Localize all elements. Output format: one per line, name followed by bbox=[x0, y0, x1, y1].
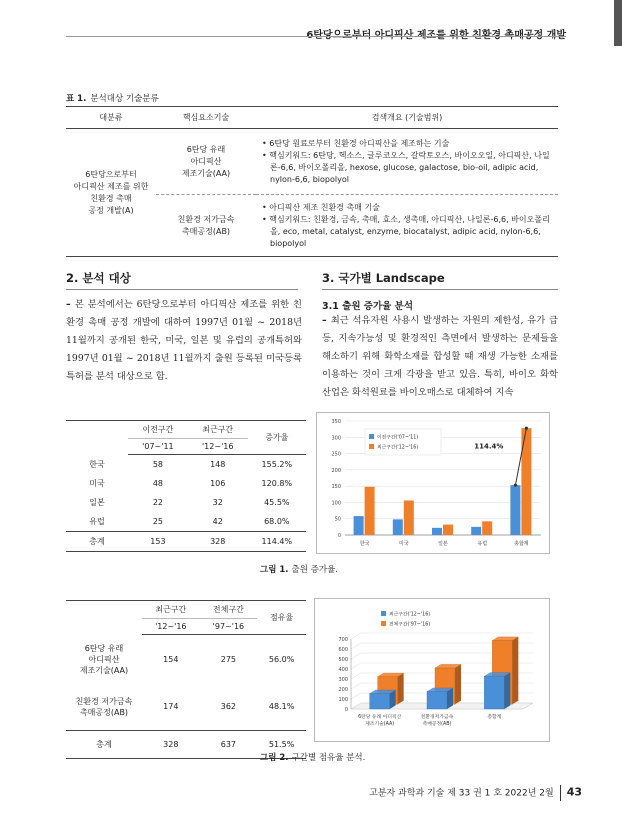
table3-row-label-line: 아디픽산 bbox=[88, 654, 120, 664]
bar-side bbox=[455, 664, 461, 704]
header-tab bbox=[614, 0, 622, 46]
bar bbox=[432, 528, 442, 535]
table3-row-label-line: 친환경 저가금속 bbox=[75, 696, 133, 706]
bar bbox=[404, 500, 414, 535]
table2-col1-range: '07~'11 bbox=[128, 439, 188, 455]
table1-desc-cell bbox=[256, 129, 558, 195]
table2-total-cell: 328 bbox=[188, 531, 248, 551]
bar bbox=[370, 694, 390, 709]
table1-core-line: 제조기술(AA) bbox=[181, 168, 231, 178]
section3-rule bbox=[322, 289, 558, 290]
chart1 bbox=[316, 412, 550, 554]
bar bbox=[365, 487, 375, 535]
y-tick-label: 500 bbox=[338, 657, 348, 663]
table2-col3: 증가율 bbox=[248, 421, 306, 455]
table2-row-label: 미국 bbox=[89, 478, 105, 488]
table2-row bbox=[66, 455, 306, 474]
table3-col2-range: '97~'16 bbox=[200, 619, 258, 635]
table1-caption-text: 분석대상 기술분류 bbox=[90, 94, 159, 104]
figure2-text: 구간별 점유율 분석. bbox=[291, 753, 366, 763]
table1-caption bbox=[66, 92, 159, 104]
table1-header: 대분류 bbox=[66, 107, 156, 129]
table2-row-label: 유럽 bbox=[89, 516, 105, 526]
table3-total-cell: 637 bbox=[200, 730, 258, 758]
section3-title: 3. 국가별 Landscape bbox=[322, 271, 445, 285]
y-tick-label: 700 bbox=[338, 637, 348, 643]
bar bbox=[482, 521, 492, 535]
section3-text: 최근 석유자원 사용시 발생하는 자원의 제한성, 유가 급등, 지속가능성 및 환경적인 측면에서 발생하는 문제들을 해소하기 위해 화학소재를 합성할 때 재생 가능한 소재를 이용하는 것이 크게 각광을 받고 있음. 특히, 바이오 화학산업은 화석원료를 바이오매스로 대체하여 지속 bbox=[322, 315, 558, 398]
table1-desc-line: • 핵심키워드: 친환경, 금속, 촉매, 효소, 생촉매, 아디픽산, 나일론-6,6, 바이오폴리올, eco, metal, catalyst, enzyme, biocatalyst, adipic acid, nylon-6,6, biopolyol bbox=[262, 214, 550, 248]
table2-total-row bbox=[66, 531, 306, 551]
table2-row bbox=[66, 493, 306, 512]
bullet-dash: – bbox=[322, 315, 331, 326]
y-tick-label: 400 bbox=[338, 667, 348, 673]
y-tick-label: 200 bbox=[338, 687, 348, 693]
table2-cell: 22 bbox=[152, 497, 163, 507]
table1-core-line: 아디픽산 bbox=[190, 156, 222, 166]
bar bbox=[393, 519, 403, 535]
legend-swatch bbox=[381, 611, 386, 616]
table1-major-line: 공정 개발(A) bbox=[88, 205, 134, 215]
chart1-svg bbox=[317, 413, 549, 553]
table3-total-label: 총계 bbox=[66, 730, 142, 758]
table2-row bbox=[66, 474, 306, 493]
table1-core-line: 친환경 저가금속 bbox=[177, 214, 235, 224]
running-header-title bbox=[306, 26, 566, 41]
table2-cell: 68.0% bbox=[264, 516, 290, 526]
x-tick-label: 한국 bbox=[359, 541, 370, 547]
table3-total-cell: 51.5% bbox=[257, 730, 306, 758]
table2 bbox=[66, 420, 306, 552]
page-footer bbox=[369, 785, 582, 801]
footer-separator bbox=[560, 785, 561, 801]
bar bbox=[443, 525, 453, 535]
figure1-caption bbox=[260, 563, 338, 575]
section3-paragraph bbox=[322, 312, 558, 402]
figure2-caption bbox=[260, 751, 365, 763]
table2-cell: 42 bbox=[212, 516, 223, 526]
y-tick-label: 100 bbox=[331, 500, 341, 507]
x-tick-label: 미국 bbox=[398, 541, 409, 547]
figure1-text: 출원 증가율. bbox=[291, 565, 338, 575]
table2-col1: 이전구간 bbox=[128, 421, 188, 439]
chart2 bbox=[314, 598, 550, 742]
y-tick-label: 150 bbox=[331, 484, 341, 491]
x-tick-label: 일본 bbox=[438, 541, 448, 547]
table3-row bbox=[66, 635, 306, 684]
x-tick-label: 총합계 bbox=[514, 541, 529, 547]
table2-cell: 32 bbox=[212, 497, 223, 507]
table1-core-line: 촉매공정(AB) bbox=[181, 226, 231, 236]
y-tick-label: 600 bbox=[338, 647, 348, 653]
table1-core-cell bbox=[156, 195, 256, 257]
legend-label: 이전구간('07~'11) bbox=[377, 435, 419, 441]
table2-cell: 148 bbox=[210, 459, 226, 469]
table2-total-cell: 114.4% bbox=[248, 531, 306, 551]
table1-major-line: 친환경 촉매 bbox=[90, 193, 132, 203]
table1-desc-line: • 아디픽산 제조 친환경 촉매 기술 bbox=[262, 202, 380, 212]
legend-box bbox=[365, 429, 441, 455]
bar bbox=[510, 485, 520, 535]
table2-cell: 120.8% bbox=[261, 478, 293, 488]
bar-side bbox=[504, 673, 510, 709]
y-tick-label: 300 bbox=[338, 677, 348, 683]
x-tick-label: 제조기술(AA) bbox=[365, 722, 395, 727]
page-number: 43 bbox=[566, 785, 582, 799]
bar-side bbox=[512, 637, 518, 704]
table1-major-line: 아디픽산 제조를 위한 bbox=[73, 181, 149, 191]
table2-corner bbox=[66, 421, 128, 455]
growth-point bbox=[514, 484, 517, 487]
table1-caption-label: 표 1. bbox=[66, 94, 87, 104]
y-tick-label: 200 bbox=[331, 467, 341, 474]
table1-desc-line: • 핵심키워드: 6탄당, 헥소스, 글루코오스, 갈락토오스, 바이오오일, 아디픽산, 나일론-6,6, 바이오폴리올, hexose, glucose, galactose, bio-oil, adipic acid, nylon-6,6, biopolyol bbox=[262, 150, 550, 184]
table2-row-label: 한국 bbox=[89, 459, 105, 469]
table2-cell: 45.5% bbox=[264, 497, 290, 507]
table3-col1-range: '12~'16 bbox=[142, 619, 200, 635]
table3-corner bbox=[66, 601, 142, 635]
legend-label: 최근구간('12~'16) bbox=[389, 612, 431, 618]
bullet-dash: – bbox=[66, 299, 75, 310]
table2-cell: 58 bbox=[152, 459, 163, 469]
legend-label: 최근구간('12~'16) bbox=[377, 445, 419, 451]
table1 bbox=[66, 106, 558, 257]
table3-row-label-line: 제조기술(AA) bbox=[79, 665, 129, 675]
x-tick-label: 6탄당 유래 아디픽산 bbox=[358, 715, 402, 720]
bar bbox=[354, 516, 364, 535]
table1-header: 핵심요소기술 bbox=[156, 107, 256, 129]
table2-row bbox=[66, 512, 306, 532]
table3-row-label bbox=[66, 684, 142, 731]
y-tick-label: 250 bbox=[331, 451, 341, 458]
table1-core-cell bbox=[156, 129, 256, 195]
table3-cell: 48.1% bbox=[268, 702, 295, 711]
x-tick-label: 총합계 bbox=[487, 715, 502, 720]
figure1-label: 그림 1. bbox=[260, 565, 289, 575]
y-tick-label: 50 bbox=[334, 516, 341, 523]
bar bbox=[484, 676, 504, 709]
table3-row bbox=[66, 684, 306, 731]
table2-cell: 106 bbox=[210, 478, 226, 488]
chart2-svg bbox=[315, 599, 549, 741]
table3-cell: 154 bbox=[163, 654, 179, 664]
table2-total-label: 총계 bbox=[66, 531, 128, 551]
table3-row-label bbox=[66, 635, 142, 684]
table3-row-label-line: 6탄당 유래 bbox=[84, 643, 124, 653]
footer-journal: 고분자 과학과 기술 제 33 권 1 호 2022년 2월 bbox=[369, 788, 554, 799]
table2-cell: 155.2% bbox=[261, 459, 293, 469]
bar bbox=[471, 527, 481, 535]
table1-header: 검색개요 (기술범위) bbox=[256, 107, 558, 129]
table2-cell: 25 bbox=[152, 516, 163, 526]
legend-label: 전체구간('97~'16) bbox=[389, 622, 431, 628]
table2-total-cell: 153 bbox=[128, 531, 188, 551]
running-header bbox=[0, 0, 622, 58]
y-tick-label: 0 bbox=[344, 707, 348, 713]
table3-cell: 174 bbox=[163, 702, 179, 711]
section3-subtitle: 3.1 출원 증가율 분석 bbox=[322, 301, 413, 312]
y-tick-label: 0 bbox=[337, 533, 341, 539]
table3-col3: 점유율 bbox=[257, 601, 306, 635]
section2-title: 2. 분석 대상 bbox=[66, 271, 131, 285]
x-tick-label: 친환경저가금속 bbox=[420, 715, 454, 720]
bar-side bbox=[447, 688, 453, 709]
bar bbox=[427, 692, 447, 709]
table3 bbox=[66, 600, 306, 759]
bar-side bbox=[398, 673, 404, 704]
y-tick-label: 300 bbox=[331, 435, 341, 442]
table2-col2-range: '12~'16 bbox=[188, 439, 248, 455]
table3-cell: 275 bbox=[220, 654, 237, 664]
header-rule bbox=[66, 36, 566, 37]
growth-point bbox=[525, 427, 528, 430]
table1-major-cell bbox=[66, 129, 156, 257]
table3-row-label-line: 촉매공정(AB) bbox=[79, 707, 129, 717]
y-tick-label: 350 bbox=[331, 419, 341, 425]
table3-cell: 56.0% bbox=[268, 654, 295, 664]
table1-major-line: 6탄당으로부터 bbox=[85, 169, 137, 179]
legend-swatch bbox=[381, 621, 386, 626]
table2-cell: 48 bbox=[152, 478, 163, 488]
section2-paragraph bbox=[66, 296, 302, 386]
table3-cell: 362 bbox=[220, 702, 237, 711]
section2-rule bbox=[66, 289, 298, 290]
table3-total-cell: 328 bbox=[142, 730, 200, 758]
x-tick-label: 촉매공정(AB) bbox=[422, 722, 452, 727]
table1-desc-line: • 6탄당 원료로부터 친환경 아디픽산을 제조하는 기술 bbox=[262, 138, 450, 148]
legend-swatch bbox=[369, 434, 374, 439]
section2-text: 본 분석에서는 6탄당으로부터 아디픽산 제조를 위한 친환경 촉매 공정 개발에 대하여 1997년 01월 ~ 2018년 11월까지 공개된 한국, 미국, 일본 및 유럽의 공개특허와 1997년 01월 ~ 2018년 11월까지 출원 등록된 미국등록 특허를 분석 대상으로 함. bbox=[66, 299, 302, 382]
legend-swatch bbox=[369, 444, 374, 449]
x-tick-label: 유럽 bbox=[477, 541, 488, 547]
table3-col1: 최근구간 bbox=[142, 601, 200, 619]
growth-annotation: 114.4% bbox=[474, 442, 504, 451]
y-tick-label: 100 bbox=[338, 697, 348, 703]
table1-core-line: 6탄당 유래 bbox=[186, 144, 226, 154]
figure2-label: 그림 2. bbox=[260, 753, 289, 763]
table3-col2: 전체구간 bbox=[200, 601, 258, 619]
table2-row-label: 일본 bbox=[89, 497, 105, 507]
table1-desc-cell bbox=[256, 195, 558, 257]
table2-col2: 최근구간 bbox=[188, 421, 248, 439]
